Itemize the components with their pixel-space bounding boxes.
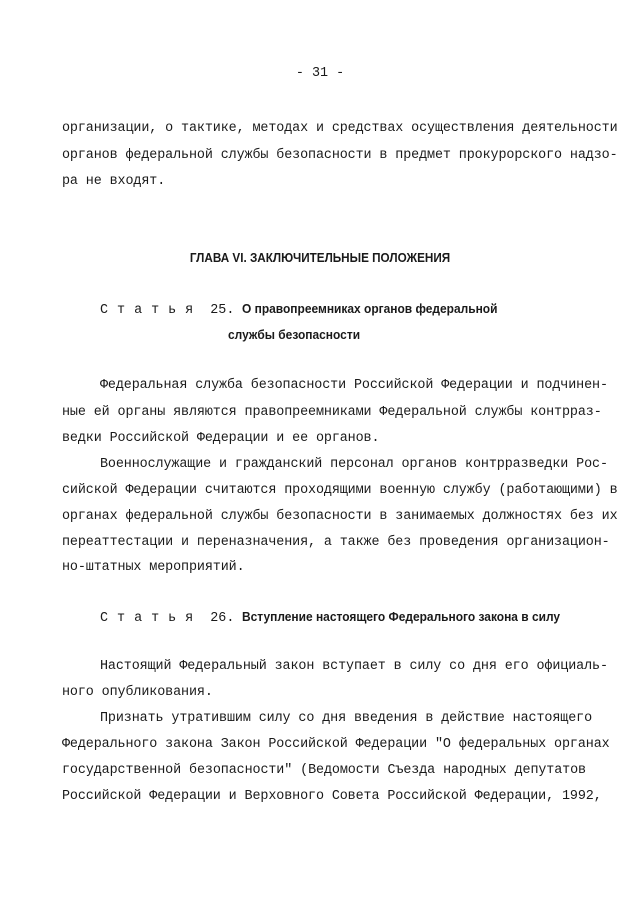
article-26-number: 26. [210,611,235,626]
article-25-title-line-2: службы безопасности [228,327,361,342]
article-26-p1-line-1: Настоящий Федеральный закон вступает в силу со дня его официаль- [100,659,608,674]
article-25-heading [100,299,520,319]
article-25-p1-line-1: Федеральная служба безопасности Российской Федерации и подчинен- [100,378,608,393]
chapter-heading: ГЛАВА VI. ЗАКЛЮЧИТЕЛЬНЫЕ ПОЛОЖЕНИЯ [189,250,451,265]
article-26-p2-line-4: Российской Федерации и Верховного Совета Российской Федерации, 1992, [62,789,602,804]
article-26-label: Статья [100,611,203,626]
article-25-p2-line-1: Военнослужащие и гражданский персонал органов контрразведки Рос- [100,457,608,472]
article-26-p2-line-2: Федерального закона Закон Российской Федерации "О федеральных органах [62,737,610,752]
article-26-title: Вступление настоящего Федерального закона в силу [242,609,561,624]
article-25-p1-line-2: ные ей органы являются правопреемниками Федеральной службы контрраз- [62,405,602,420]
article-25-p2-line-3: органах федеральной службы безопасности в занимаемых должностях без их [62,509,618,524]
article-25-p1-line-3: ведки Российской Федерации и ее органов. [62,431,380,446]
article-26-p2-line-1: Признать утратившим силу со дня введения в действие настоящего [100,711,593,726]
intro-line-2: органов федеральной службы безопасности в предмет прокурорского надзо- [62,148,618,163]
intro-line-1: организации, о тактике, методах и средствах осуществления деятельности [62,121,618,136]
article-25-p2-line-5: но-штатных мероприятий. [62,560,245,575]
article-25-label: Статья [100,303,203,318]
article-25-title-line-1: О правопреемниках органов федеральной [242,301,498,316]
article-25-number: 25. [210,303,235,318]
article-25-p2-line-2: сийской Федерации считаются проходящими военную службу (работающими) в [62,483,618,498]
article-26-p2-line-3: государственной безопасности" (Ведомости Съезда народных депутатов [62,763,586,778]
article-25-p2-line-4: переаттестации и переназначения, а также без проведения организацион- [62,535,610,550]
article-26-heading [100,607,588,627]
page-number: - 31 - [295,66,345,81]
article-26-p1-line-2: ного опубликования. [62,685,213,700]
intro-line-3: ра не входят. [62,174,166,189]
